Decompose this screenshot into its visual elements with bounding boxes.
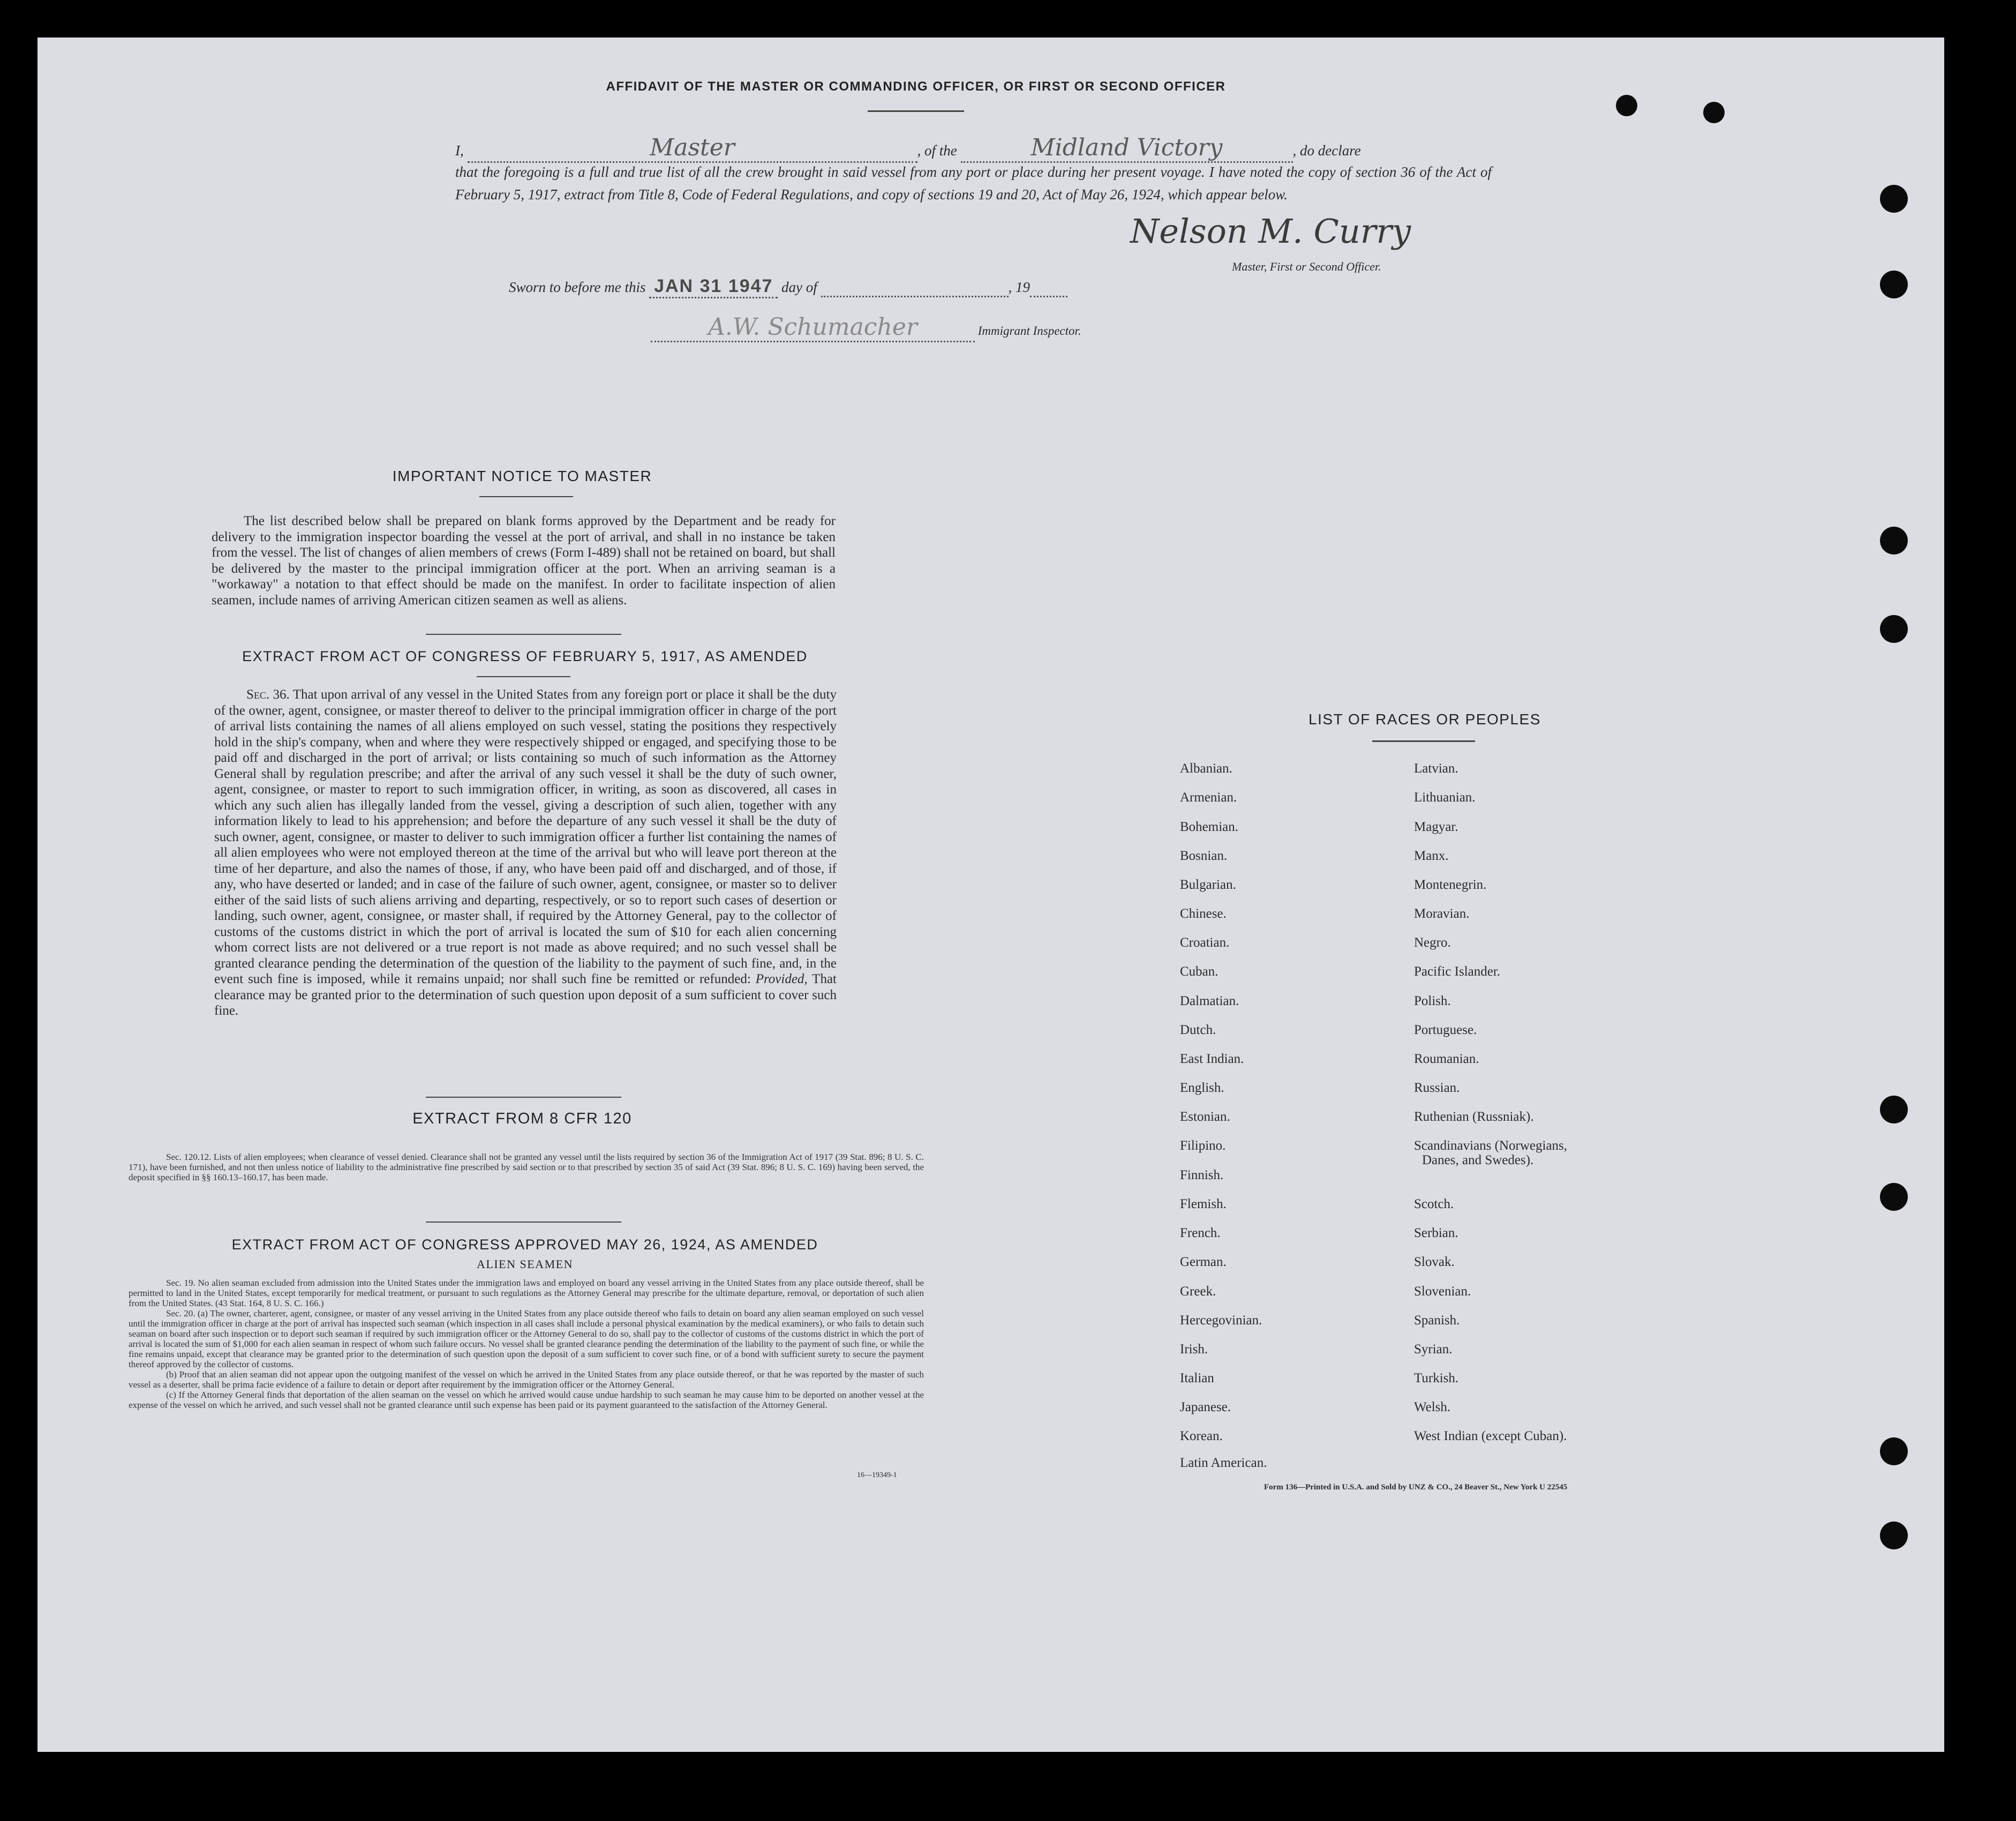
proviso-label: Provided, [755,972,808,986]
race-item: Turkish. [1414,1371,1459,1385]
punch-hole [1703,102,1725,123]
inspector-line [651,313,1081,342]
vessel-name-field [961,134,1293,163]
race-item: Hercegovinian. [1180,1313,1262,1328]
notice-heading: IMPORTANT NOTICE TO MASTER [392,468,652,484]
race-item: Bohemian. [1180,820,1239,834]
officer-rank-value: Master [650,134,735,161]
punch-hole [1880,1522,1908,1549]
race-item: Welsh. [1414,1400,1451,1414]
divider [1372,740,1475,742]
affidavit-line-1 [455,134,1500,163]
race-item: Polish. [1414,994,1451,1008]
race-item: Russian. [1414,1081,1460,1095]
printer-imprint: Form 136—Printed in U.S.A. and Sold by UNZ & CO., 24 Beaver St., New York U 22545 [1264,1483,1568,1492]
extract-1917-heading: EXTRACT FROM ACT OF CONGRESS OF FEBRUARY 5, 1917, AS AMENDED [242,648,808,664]
race-item: East Indian. [1180,1052,1244,1066]
race-item: English. [1180,1081,1224,1095]
punch-hole [1880,1096,1908,1123]
proviso-text: That clearance may be granted prior to the determination of such question upon deposit of a sum sufficient to cover such fine. [214,972,837,1018]
race-item: Latvian. [1414,761,1458,776]
race-item: Dutch. [1180,1023,1216,1037]
section-36-label: Sec. 36. [246,687,290,702]
i-label: I, [455,143,464,159]
inspector-signature: A.W. Schumacher [708,313,917,341]
race-item: Danes, and Swedes). [1422,1153,1534,1167]
race-item: Slovenian. [1414,1284,1471,1299]
race-item: Spanish. [1414,1313,1460,1328]
year-field [1030,279,1067,297]
race-item: Pacific Islander. [1414,964,1501,979]
race-item: Portuguese. [1414,1023,1477,1037]
divider [477,676,570,677]
divider [426,1222,621,1223]
race-item: Roumanian. [1414,1052,1479,1066]
race-item: Korean. [1180,1429,1223,1443]
declare-label: , do declare [1292,143,1361,159]
race-item: Albanian. [1180,761,1232,776]
race-item: Armenian. [1180,790,1237,805]
race-item: Ruthenian (Russniak). [1414,1110,1534,1124]
officer-rank-field [468,134,917,163]
race-item: Japanese. [1180,1400,1231,1414]
punch-hole [1616,95,1637,116]
section-36-text: That upon arrival of any vessel in the United States from any foreign port or place it shall be the duty of the owner, agent, consignee, or master thereof to deliver to the principal immigration officer in charge of the port of arrival lists containing the names of all aliens employed on such vessel, stating the positions they respectively hold in the ship's company, when and where they were respectively shipped or engaged, and specifying those to be paid off and discharged in the port of arrival; or lists containing so much of such information as the Attorney General shall by regulation prescribe; and after the arrival of any such vessel it shall be the duty of such owner, agent, consignee, or master to report to such immigration officer, in writing, as soon as discovered, all cases in which any such alien has illegally landed from the vessel, giving a description of such alien, together with any information likely to lead to his apprehension; and before the departure of any such vessel it shall be the duty of such owner, agent, consignee, or master to deliver to such immigration officer a further list containing the names of all alien employees who were not employed thereon at the time of the arrival but who will leave port thereon at the time of her departure, and also the names of those, if any, who have been paid off and discharged, and of those, if any, who have deserted or landed; and in case of the failure of such owner, agent, consignee, or master so to deliver either of the said lists of such aliens arriving and departing, respectively, or so to report such cases of desertion or landing, such owner, agent, consignee, or master shall, if required by the Attorney General, pay to the collector of customs of the customs district in which the port of arrival is located the sum of $10 for each alien concerning whom correct lists are not delivered or a true report is not made as above required; and no such vessel shall be granted clearance pending the determination of the question of the liability to the payment of such fine, and, in the event such fine is imposed, while it remains unpaid; nor shall such fine be remitted or refunded: [214,687,837,986]
sec-20c-text: (c) If the Attorney General finds that deportation of the alien seaman on the vessel on which he arrived would cause undue hardship to such seaman he may cause him to be deported on another vessel at the expense of the vessel on which he arrived, and such vessel shall not be granted clearance until such expense has been paid or its payment guaranteed to the satisfaction of the Attorney General. [129,1390,924,1410]
of-the-label: , of the [917,143,957,159]
divider [479,496,573,497]
sec-19-text: Sec. 19. No alien seaman excluded from admission into the United States under the immigration laws and employed on board any vessel arriving in the United States from any place outside thereof, shall be permitted to land in the United States, except temporarily for medical treatment, or pursuant to such regulations as the Attorney General may prescribe for the ultimate departure, removal, or deportation of such alien from the United States. (43 Stat. 164, 8 U. S. C. 166.) [129,1278,924,1308]
extract-1924-heading: EXTRACT FROM ACT OF CONGRESS APPROVED MAY 26, 1924, AS AMENDED [231,1237,818,1253]
race-item: Flemish. [1180,1197,1227,1211]
race-item: Finnish. [1180,1168,1224,1182]
notice-body: The list described below shall be prepared on blank forms approved by the Department and be ready for delivery to the immigration inspector boarding the vessel at the port of arrival, and shall in no instance be taken from the vessel. The list of changes of alien members of crews (Form I-489) shall not be retained on board, but shall be delivered by the master to the principal immigration officer at the port. When an arriving seaman is a "workaway" a notation to that effect should be made on the manifest. In order to facilitate inspection of alien seamen, include names of arriving American citizen seamen as well as aliens. [212,514,836,608]
punch-hole [1880,615,1908,643]
race-item: Latin American. [1180,1456,1267,1470]
race-item: Scandinavians (Norwegians, [1414,1138,1568,1153]
race-item: Slovak. [1414,1255,1455,1269]
month-field [821,279,1009,297]
race-item: Manx. [1414,849,1449,863]
sworn-date-field [649,276,778,298]
divider [426,1097,621,1098]
punch-hole [1880,271,1908,298]
year-label: , 19 [1008,279,1030,295]
race-item: West Indian (except Cuban). [1414,1429,1567,1443]
punch-hole [1880,1183,1908,1211]
form-code: 16—19349-1 [857,1471,897,1479]
punch-hole [1880,527,1908,554]
punch-hole [1880,1437,1908,1465]
extract-cfr-body: Sec. 120.12. Lists of alien employees; when clearance of vessel denied. Clearance shall not be granted any vessel until the lists required by section 36 of the Immigration Act of 1917 (39 Stat. 896; 8 U. S. C. 171), have been furnished, and not then unless notice of liability to the administrative fine prescribed by said section or to that prescribed by section 35 of said Act (39 Stat. 896; 8 U. S. C. 169) having been served, the deposit specified in §§ 160.13–160.17, has been made. [129,1152,924,1182]
race-item: Estonian. [1180,1110,1230,1124]
alien-seamen-subheading: ALIEN SEAMEN [477,1257,573,1271]
race-item: Bulgarian. [1180,878,1236,892]
race-item: German. [1180,1255,1227,1269]
date-stamp: JAN 31 1947 [654,276,773,296]
race-item: Cuban. [1180,964,1218,979]
affidavit-statement: that the foregoing is a full and true list of all the crew brought in said vessel from any port or place during her present voyage. I have noted the copy of section 36 of the Act of February 5, 1917, extract from Title 8, Code of Federal Regulations, and copy of sections 19 and 20, Act of May 26, 1924, which appear below. [455,164,1492,203]
race-item: Scotch. [1414,1197,1454,1211]
vessel-name-value: Midland Victory [1030,134,1223,161]
race-item: Chinese. [1180,906,1227,921]
race-item: Dalmatian. [1180,994,1239,1008]
day-of-label: day of [781,279,817,295]
races-heading: LIST OF RACES OR PEOPLES [1308,711,1541,728]
extract-cfr-heading: EXTRACT FROM 8 CFR 120 [412,1110,632,1127]
inspector-signature-field [651,313,975,342]
race-item: Moravian. [1414,906,1470,921]
race-item: Magyar. [1414,820,1458,834]
race-item: Bosnian. [1180,849,1228,863]
divider [426,634,621,635]
sworn-label: Sworn to before me this [509,279,646,295]
signature-caption: Master, First or Second Officer. [1232,260,1381,273]
race-item: Montenegrin. [1414,878,1487,892]
race-item: Greek. [1180,1284,1216,1299]
race-item: Serbian. [1414,1226,1458,1240]
punch-hole [1880,185,1908,213]
race-item: French. [1180,1226,1221,1240]
race-item: Negro. [1414,935,1451,950]
race-item: Irish. [1180,1342,1208,1357]
sworn-line [509,276,1067,298]
sec-20a-text: Sec. 20. (a) The owner, charterer, agent, consignee, or master of any vessel arriving in the United States from any place outside thereof who fails to detain on board any alien seaman employed on such vessel until the immigration officer in charge at the port of arrival has inspected such seaman (which inspection in all cases shall include a personal physical examination by the medical examiners), or who fails to detain such seaman on board after such inspection or to deport such seaman if required by such immigration officer or the Attorney General to do so, shall pay to the collector of customs of the customs district in which the port of arrival is located the sum of $1,000 for each alien seaman in respect of whom such failure occurs. No vessel shall be granted clearance pending the determination of the liability to the payment of such fine, or while the fine remains unpaid, except that clearance may be granted prior to the determination of such question upon the deposit of a sum sufficient to cover such fine, or of a bond with sufficient surety to secure the payment thereof approved by the collector of customs. [129,1308,924,1369]
sec-20b-text: (b) Proof that an alien seaman did not appear upon the outgoing manifest of the vessel on which he arrived in the United States from any place outside thereof, or that he was reported by the master of such vessel as a deserter, shall be prima facie evidence of a failure to detain or deport after requirement by the immigration officer or the Attorney General. [129,1369,924,1390]
race-item: Lithuanian. [1414,790,1476,805]
extract-1924-body [129,1278,924,1410]
race-item: Syrian. [1414,1342,1453,1357]
divider [868,110,964,112]
race-item: Italian [1180,1371,1214,1385]
master-signature: Nelson M. Curry [1130,212,1411,251]
race-item: Croatian. [1180,935,1230,950]
race-item: Filipino. [1180,1138,1226,1153]
inspector-caption: Immigrant Inspector. [977,324,1081,338]
affidavit-heading: AFFIDAVIT OF THE MASTER OR COMMANDING OFFICER, OR FIRST OR SECOND OFFICER [606,79,1226,94]
extract-1917-body [214,687,837,1019]
